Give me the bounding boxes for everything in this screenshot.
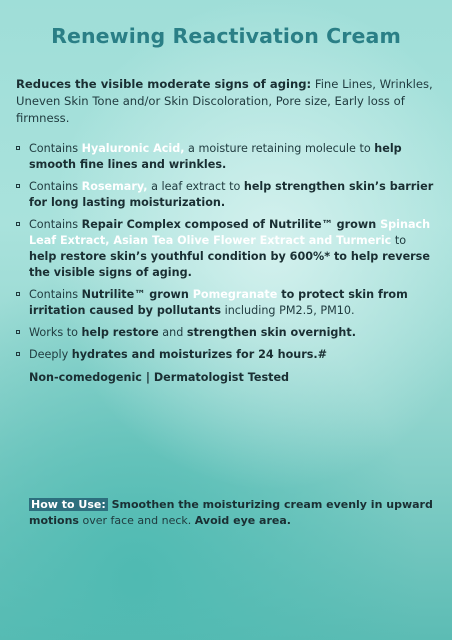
intro-lead: Reduces the visible moderate signs of aging: (16, 77, 312, 91)
benefit-rosemary: Contains Rosemary, a leaf extract to help strengthen skin’s barrier for long lasting moisturization. (29, 179, 436, 211)
how-to-use: How to Use: Smoothen the moisturizing cream evenly in upward motions over face and neck. Avoid eye area. (29, 498, 433, 527)
intro-paragraph (16, 76, 436, 127)
benefit-overnight: Works to help restore and strengthen skin overnight. (29, 325, 436, 341)
benefit-pomegranate: Contains Nutrilite™ grown Pomegranate to protect skin from irritation caused by pollutants including PM2.5, PM10. (29, 287, 436, 319)
benefit-hyaluronic: Contains Hyaluronic Acid, a moisture retaining molecule to help smooth fine lines and wrinkles. (29, 141, 436, 173)
page-title: Renewing Reactivation Cream (51, 24, 401, 48)
bullet-icon (16, 222, 20, 226)
how-to-use-label: How to Use: (31, 498, 106, 511)
benefits-list (16, 141, 436, 363)
benefit-hydration: Deeply hydrates and moisturizes for 24 hours.# (29, 347, 436, 363)
tested-claims: Non-comedogenic | Dermatologist Tested (29, 371, 290, 384)
bullet-icon (16, 330, 20, 334)
intro-rest: Fine Lines, Wrinkles, Uneven Skin Tone and/or Skin Discoloration, Pore size, Early loss of firmness. (16, 77, 433, 125)
bullet-icon (16, 146, 20, 150)
bullet-icon (16, 292, 20, 296)
bullet-icon (16, 352, 20, 356)
bullet-icon (16, 184, 20, 188)
benefit-repair-complex: Contains Repair Complex composed of Nutrilite™ grown Spinach Leaf Extract, Asian Tea Olive Flower Extract and Turmeric to help restore skin’s youthful condition by 600%* to help reverse the visible signs of aging. (29, 217, 436, 281)
